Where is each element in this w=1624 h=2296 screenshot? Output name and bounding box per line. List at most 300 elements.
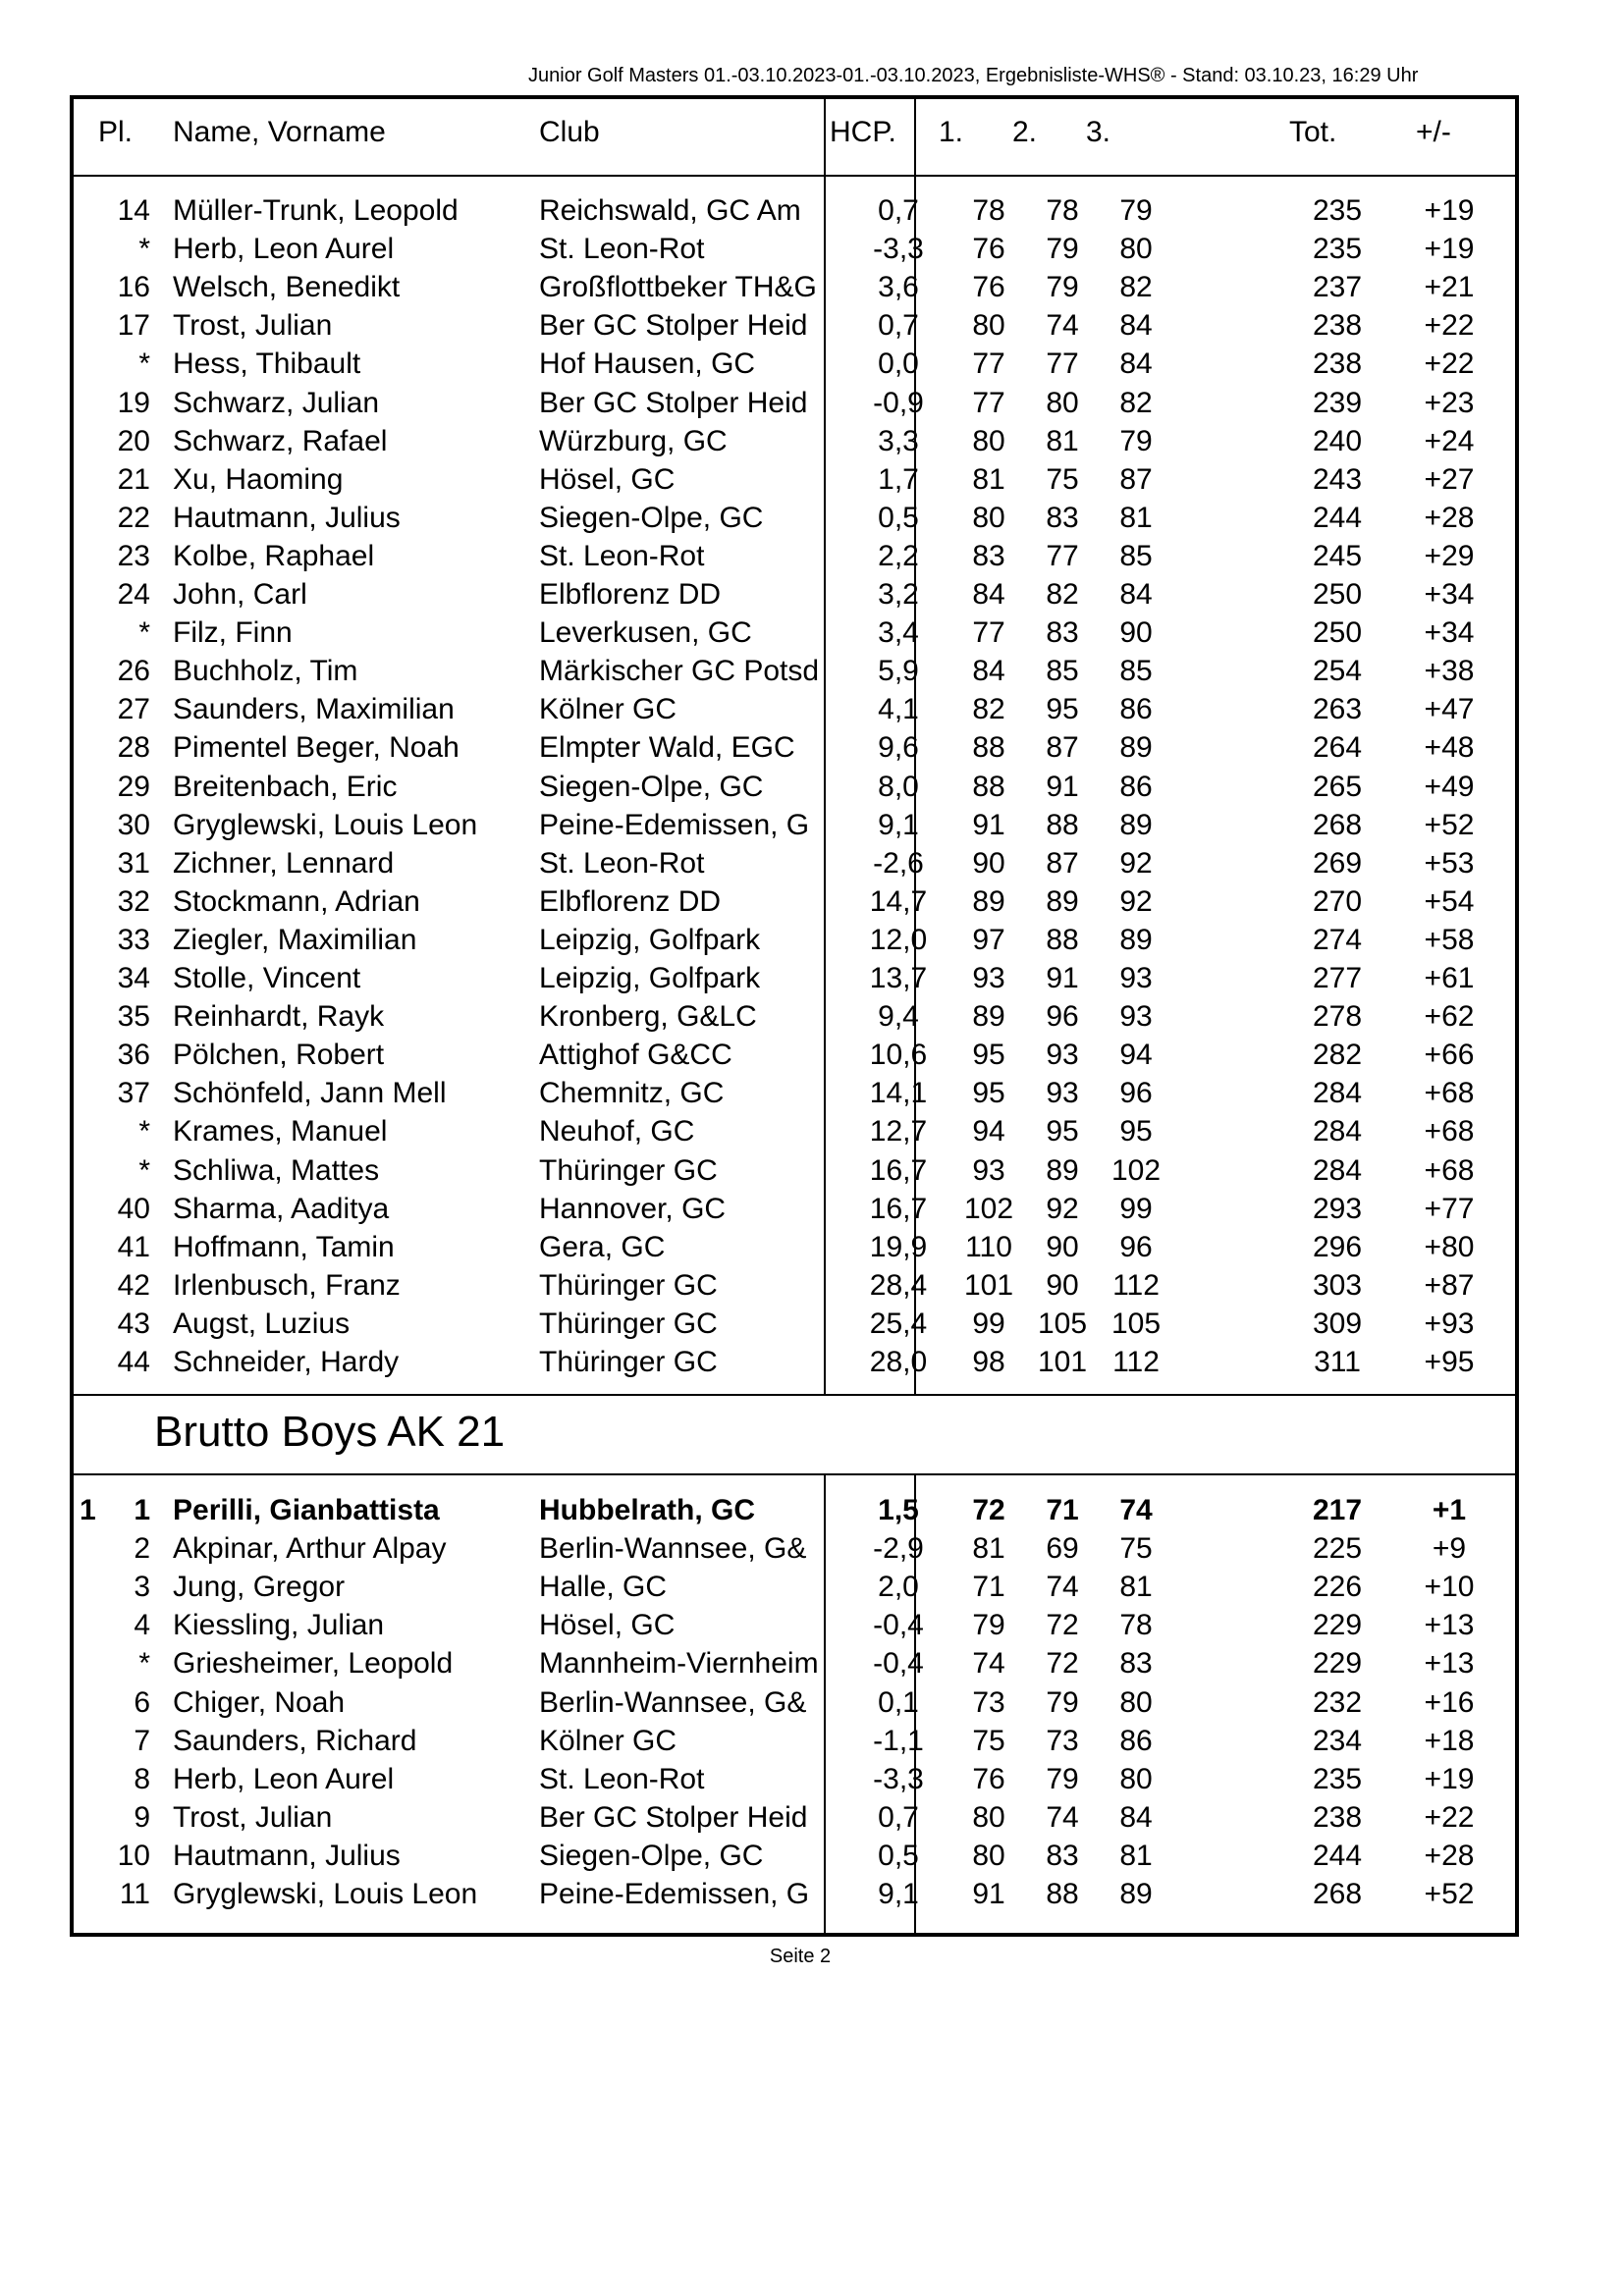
cell-round-2: 77 xyxy=(1046,347,1079,381)
cell-place: 35 xyxy=(117,1000,150,1034)
cell-total: 244 xyxy=(1312,1839,1363,1872)
cell-hcp: -0,9 xyxy=(873,386,924,419)
cell-round-1: 89 xyxy=(972,884,1005,918)
cell-name: John, Carl xyxy=(173,578,307,611)
cell-round-1: 93 xyxy=(972,1153,1005,1187)
cell-round-1: 72 xyxy=(972,1494,1005,1526)
cell-round-1: 80 xyxy=(972,424,1005,457)
cell-total: 270 xyxy=(1312,884,1363,918)
cell-round-3: 82 xyxy=(1119,271,1153,304)
cell-round-2: 72 xyxy=(1046,1609,1079,1642)
cell-hcp: 14,1 xyxy=(869,1077,928,1110)
cell-diff: +47 xyxy=(1424,693,1475,726)
cell-round-2: 83 xyxy=(1046,1839,1079,1872)
cell-place: 6 xyxy=(134,1685,150,1719)
cell-name: Müller-Trunk, Leopold xyxy=(173,194,459,227)
cell-round-2: 91 xyxy=(1046,770,1079,803)
cell-club: Hof Hausen, GC xyxy=(539,347,756,381)
cell-place: 19 xyxy=(117,386,150,419)
cell-hcp: -0,4 xyxy=(873,1647,924,1681)
cell-round-3: 84 xyxy=(1119,309,1153,343)
cell-round-2: 83 xyxy=(1046,616,1079,650)
cell-club: Würzburg, GC xyxy=(539,424,728,457)
cell-place: 11 xyxy=(119,1878,150,1910)
cell-total: 309 xyxy=(1312,1307,1363,1340)
cell-round-3: 79 xyxy=(1119,194,1153,227)
cell-round-1: 80 xyxy=(972,1839,1005,1872)
cell-name: Herb, Leon Aurel xyxy=(173,1762,395,1795)
cell-place: 30 xyxy=(117,808,150,841)
cell-total: 265 xyxy=(1312,770,1363,803)
cell-round-3: 81 xyxy=(1119,1839,1153,1872)
cell-diff: +93 xyxy=(1424,1307,1475,1340)
cell-place: 21 xyxy=(117,462,150,496)
cell-round-3: 78 xyxy=(1119,1609,1153,1642)
cell-diff: +49 xyxy=(1424,770,1475,803)
cell-name: Jung, Gregor xyxy=(173,1571,346,1604)
cell-total: 284 xyxy=(1312,1115,1363,1148)
cell-name: Saunders, Maximilian xyxy=(173,693,455,726)
cell-hcp: 0,0 xyxy=(878,347,919,381)
cell-total: 238 xyxy=(1312,347,1363,381)
cell-name: Pölchen, Robert xyxy=(173,1039,385,1072)
cell-diff: +10 xyxy=(1424,1571,1475,1604)
cell-place: 20 xyxy=(117,424,150,457)
cell-total: 250 xyxy=(1312,578,1363,611)
cell-round-3: 89 xyxy=(1119,731,1153,765)
cell-round-2: 79 xyxy=(1046,1685,1079,1719)
cell-club: Hubbelrath, GC xyxy=(539,1494,756,1526)
cell-place: 42 xyxy=(117,1268,150,1302)
cell-club: St. Leon-Rot xyxy=(539,233,705,266)
cell-hcp: 25,4 xyxy=(869,1307,928,1340)
cell-place: 43 xyxy=(117,1307,150,1340)
cell-hcp: -3,3 xyxy=(873,1762,924,1795)
cell-hcp: 5,9 xyxy=(878,655,919,688)
cell-round-2: 90 xyxy=(1046,1268,1079,1302)
cell-name: Kolbe, Raphael xyxy=(173,539,375,572)
cell-round-2: 105 xyxy=(1037,1307,1088,1340)
cell-place: 27 xyxy=(117,693,150,726)
cell-total: 243 xyxy=(1312,462,1363,496)
column-header-round-3: 3. xyxy=(1086,116,1111,148)
cell-name: Chiger, Noah xyxy=(173,1685,346,1719)
cell-name: Akpinar, Arthur Alpay xyxy=(173,1532,447,1566)
cell-round-3: 112 xyxy=(1112,1346,1160,1378)
cell-total: 217 xyxy=(1312,1494,1363,1526)
cell-round-1: 95 xyxy=(972,1077,1005,1110)
cell-place: 33 xyxy=(117,923,150,956)
cell-round-2: 74 xyxy=(1046,309,1079,343)
cell-hcp: 3,3 xyxy=(878,424,919,457)
cell-round-1: 77 xyxy=(972,347,1005,381)
cell-round-1: 98 xyxy=(972,1346,1005,1378)
cell-round-3: 87 xyxy=(1119,462,1153,496)
cell-round-2: 88 xyxy=(1046,808,1079,841)
cell-club: Kölner GC xyxy=(539,1724,677,1757)
cell-round-1: 84 xyxy=(972,578,1005,611)
cell-club: Märkischer GC Potsd xyxy=(539,655,820,688)
cell-hcp: 16,7 xyxy=(869,1192,928,1225)
cell-total: 274 xyxy=(1312,923,1363,956)
cell-club: Leipzig, Golfpark xyxy=(539,962,761,994)
cell-hcp: 0,7 xyxy=(878,1800,919,1834)
cell-round-3: 79 xyxy=(1119,424,1153,457)
cell-total: 277 xyxy=(1312,962,1363,994)
cell-diff: +23 xyxy=(1424,386,1475,419)
column-header-pl: Pl. xyxy=(98,116,134,148)
cell-total: 234 xyxy=(1312,1724,1363,1757)
cell-round-3: 86 xyxy=(1119,770,1153,803)
cell-round-1: 80 xyxy=(972,309,1005,343)
cell-hcp: 0,1 xyxy=(878,1685,919,1719)
cell-round-2: 74 xyxy=(1046,1800,1079,1834)
cell-round-2: 79 xyxy=(1046,1762,1079,1795)
cell-diff: +13 xyxy=(1424,1647,1475,1681)
cell-round-1: 71 xyxy=(972,1571,1005,1604)
cell-name: Gryglewski, Louis Leon xyxy=(173,1878,478,1910)
cell-round-1: 75 xyxy=(972,1724,1005,1757)
cell-name: Buchholz, Tim xyxy=(173,655,358,688)
cell-place: * xyxy=(138,1115,150,1148)
cell-hcp: 2,0 xyxy=(878,1571,919,1604)
cell-place: 41 xyxy=(117,1230,150,1263)
cell-round-2: 89 xyxy=(1046,1153,1079,1187)
cell-club: Leverkusen, GC xyxy=(539,616,752,650)
column-header-round-1: 1. xyxy=(939,116,964,148)
cell-club: Kölner GC xyxy=(539,693,677,726)
cell-round-1: 76 xyxy=(972,233,1005,266)
cell-club: Neuhof, GC xyxy=(539,1115,695,1148)
cell-diff: +34 xyxy=(1424,616,1475,650)
cell-total: 250 xyxy=(1312,616,1363,650)
cell-name: Trost, Julian xyxy=(173,309,333,343)
cell-name: Breitenbach, Eric xyxy=(173,770,398,803)
cell-total: 296 xyxy=(1312,1230,1363,1263)
section-separator-bottom xyxy=(74,1473,1515,1475)
cell-diff: +28 xyxy=(1424,1839,1475,1872)
cell-place: 44 xyxy=(117,1346,150,1378)
cell-round-1: 110 xyxy=(965,1230,1012,1263)
cell-round-2: 83 xyxy=(1046,501,1079,534)
cell-round-2: 75 xyxy=(1046,462,1079,496)
cell-name: Schwarz, Julian xyxy=(173,386,380,419)
cell-place: 34 xyxy=(117,962,150,994)
cell-round-2: 85 xyxy=(1046,655,1079,688)
cell-round-1: 77 xyxy=(972,616,1005,650)
column-header-total: Tot. xyxy=(1289,116,1337,148)
cell-round-2: 91 xyxy=(1046,962,1079,994)
cell-round-2: 87 xyxy=(1046,846,1079,880)
cell-total: 237 xyxy=(1312,271,1363,304)
cell-total: 229 xyxy=(1312,1609,1363,1642)
cell-name: Pimentel Beger, Noah xyxy=(173,731,460,765)
cell-name: Welsch, Benedikt xyxy=(173,271,401,304)
cell-club: Thüringer GC xyxy=(539,1153,718,1187)
cell-round-3: 90 xyxy=(1119,616,1153,650)
cell-club: Siegen-Olpe, GC xyxy=(539,501,764,534)
column-header-name: Name, Vorname xyxy=(173,116,386,148)
cell-round-1: 84 xyxy=(972,655,1005,688)
cell-round-2: 79 xyxy=(1046,233,1079,266)
cell-diff: +66 xyxy=(1424,1039,1475,1072)
cell-round-3: 89 xyxy=(1119,1878,1153,1910)
cell-club: Hösel, GC xyxy=(539,1609,676,1642)
cell-total: 229 xyxy=(1312,1647,1363,1681)
cell-name: Schneider, Hardy xyxy=(173,1346,400,1378)
cell-total: 293 xyxy=(1312,1192,1363,1225)
cell-hcp: 28,0 xyxy=(869,1346,928,1378)
cell-diff: +18 xyxy=(1424,1724,1475,1757)
cell-total: 232 xyxy=(1312,1685,1363,1719)
section-separator-top xyxy=(74,1394,1515,1396)
cell-hcp: 4,1 xyxy=(878,693,919,726)
cell-place: 9 xyxy=(134,1800,150,1834)
cell-round-1: 101 xyxy=(963,1268,1014,1302)
cell-round-2: 88 xyxy=(1046,923,1079,956)
cell-diff: +27 xyxy=(1424,462,1475,496)
cell-round-3: 75 xyxy=(1119,1532,1153,1566)
section-title: Brutto Boys AK 21 xyxy=(154,1408,506,1456)
column-header-hcp: HCP. xyxy=(830,116,896,148)
cell-round-3: 96 xyxy=(1119,1230,1153,1263)
cell-club: Attighof G&CC xyxy=(539,1039,732,1072)
cell-club: Thüringer GC xyxy=(539,1346,718,1378)
cell-round-1: 76 xyxy=(972,271,1005,304)
cell-name: Hoffmann, Tamin xyxy=(173,1230,395,1263)
cell-total: 254 xyxy=(1312,655,1363,688)
cell-hcp: 13,7 xyxy=(869,962,928,994)
cell-round-3: 85 xyxy=(1119,539,1153,572)
cell-total: 225 xyxy=(1312,1532,1363,1566)
cell-diff: +34 xyxy=(1424,578,1475,611)
cell-name: Krames, Manuel xyxy=(173,1115,388,1148)
cell-round-2: 73 xyxy=(1046,1724,1079,1757)
cell-hcp: 3,2 xyxy=(878,578,919,611)
cell-round-1: 73 xyxy=(972,1685,1005,1719)
cell-round-2: 88 xyxy=(1046,1878,1079,1910)
cell-total: 235 xyxy=(1312,1762,1363,1795)
cell-hcp: 9,1 xyxy=(878,1878,919,1910)
cell-place: 24 xyxy=(117,578,150,611)
cell-round-1: 91 xyxy=(972,1878,1005,1910)
cell-diff: +16 xyxy=(1424,1685,1475,1719)
cell-hcp: 0,7 xyxy=(878,194,919,227)
cell-hcp: 9,4 xyxy=(878,1000,919,1034)
cell-diff: +13 xyxy=(1424,1609,1475,1642)
cell-round-1: 74 xyxy=(972,1647,1005,1681)
cell-round-3: 93 xyxy=(1119,962,1153,994)
cell-total: 284 xyxy=(1312,1153,1363,1187)
cell-name: Herb, Leon Aurel xyxy=(173,233,395,266)
cell-place: 29 xyxy=(117,770,150,803)
cell-diff: +22 xyxy=(1424,347,1475,381)
cell-place: 26 xyxy=(117,655,150,688)
cell-club: Gera, GC xyxy=(539,1230,666,1263)
cell-diff: +21 xyxy=(1424,271,1475,304)
cell-hcp: -2,6 xyxy=(873,846,924,880)
cell-total: 239 xyxy=(1312,386,1363,419)
cell-hcp: -1,1 xyxy=(873,1724,924,1757)
cell-total: 235 xyxy=(1312,233,1363,266)
cell-club: Halle, GC xyxy=(539,1571,668,1604)
cell-diff: +22 xyxy=(1424,1800,1475,1834)
cell-club: Ber GC Stolper Heid xyxy=(539,1800,808,1834)
cell-name: Gryglewski, Louis Leon xyxy=(173,808,478,841)
cell-diff: +52 xyxy=(1424,808,1475,841)
cell-place: 22 xyxy=(117,501,150,534)
cell-round-1: 90 xyxy=(972,846,1005,880)
cell-round-3: 102 xyxy=(1110,1153,1162,1187)
cell-place: 8 xyxy=(134,1762,150,1795)
cell-round-1: 88 xyxy=(972,770,1005,803)
cell-place: 14 xyxy=(117,194,150,227)
cell-name: Hess, Thibault xyxy=(173,347,361,381)
cell-club: Elbflorenz DD xyxy=(539,884,722,918)
cell-name: Xu, Haoming xyxy=(173,462,344,496)
cell-name: Stolle, Vincent xyxy=(173,962,361,994)
cell-club: Großflottbeker TH&G xyxy=(539,271,817,304)
cell-club: Berlin-Wannsee, G& xyxy=(539,1685,807,1719)
cell-hcp: 1,5 xyxy=(878,1494,919,1526)
cell-round-2: 101 xyxy=(1037,1346,1088,1378)
cell-club: Siegen-Olpe, GC xyxy=(539,770,764,803)
cell-hcp: 0,7 xyxy=(878,309,919,343)
cell-diff: +77 xyxy=(1424,1192,1475,1225)
cell-round-3: 112 xyxy=(1112,1268,1160,1302)
cell-hcp: 0,5 xyxy=(878,1839,919,1872)
cell-round-2: 95 xyxy=(1046,693,1079,726)
cell-round-1: 76 xyxy=(972,1762,1005,1795)
cell-total: 311 xyxy=(1314,1346,1361,1378)
cell-round-2: 72 xyxy=(1046,1647,1079,1681)
cell-club: Hösel, GC xyxy=(539,462,676,496)
cell-round-3: 86 xyxy=(1119,1724,1153,1757)
cell-round-1: 80 xyxy=(972,1800,1005,1834)
cell-club: Peine-Edemissen, G xyxy=(539,1878,810,1910)
cell-total: 238 xyxy=(1312,1800,1363,1834)
cell-round-1: 102 xyxy=(963,1192,1014,1225)
cell-diff: +1 xyxy=(1432,1494,1467,1526)
cell-round-1: 99 xyxy=(972,1307,1005,1340)
cell-diff: +95 xyxy=(1424,1346,1475,1378)
cell-round-1: 77 xyxy=(972,386,1005,419)
cell-diff: +54 xyxy=(1424,884,1475,918)
cell-club: Elbflorenz DD xyxy=(539,578,722,611)
cell-name: Augst, Luzius xyxy=(173,1307,351,1340)
cell-total: 238 xyxy=(1312,309,1363,343)
cell-hcp: 2,2 xyxy=(878,539,919,572)
cell-diff: +29 xyxy=(1424,539,1475,572)
cell-round-1: 89 xyxy=(972,1000,1005,1034)
cell-round-3: 84 xyxy=(1119,1800,1153,1834)
cell-place: 31 xyxy=(117,846,150,880)
cell-club: Kronberg, G&LC xyxy=(539,1000,757,1034)
cell-hcp: 3,6 xyxy=(878,271,919,304)
cell-club: Berlin-Wannsee, G& xyxy=(539,1532,807,1566)
cell-total: 268 xyxy=(1312,1878,1363,1910)
cell-place: 2 xyxy=(134,1532,150,1566)
cell-name: Ziegler, Maximilian xyxy=(173,923,417,956)
column-header-diff: +/- xyxy=(1416,116,1451,148)
cell-total: 264 xyxy=(1312,731,1363,765)
cell-hcp: 0,5 xyxy=(878,501,919,534)
cell-round-1: 80 xyxy=(972,501,1005,534)
cell-round-1: 83 xyxy=(972,539,1005,572)
cell-round-2: 95 xyxy=(1046,1115,1079,1148)
cell-diff: +80 xyxy=(1424,1230,1475,1263)
cell-name: Stockmann, Adrian xyxy=(173,884,420,918)
page-header: Junior Golf Masters 01.-03.10.2023-01.-03.10.2023, Ergebnisliste-WHS® - Stand: 03.10.23, 16:29 Uhr xyxy=(528,65,1419,86)
cell-round-2: 96 xyxy=(1046,1000,1079,1034)
cell-diff: +68 xyxy=(1424,1115,1475,1148)
cell-total: 278 xyxy=(1312,1000,1363,1034)
cell-round-2: 69 xyxy=(1046,1532,1079,1566)
cell-round-2: 77 xyxy=(1046,539,1079,572)
cell-place: * xyxy=(138,233,150,266)
cell-round-1: 81 xyxy=(972,462,1005,496)
cell-round-3: 92 xyxy=(1119,846,1153,880)
cell-hcp: 19,9 xyxy=(869,1230,928,1263)
cell-round-3: 84 xyxy=(1119,347,1153,381)
cell-total: 263 xyxy=(1312,693,1363,726)
cell-name: Hautmann, Julius xyxy=(173,501,401,534)
cell-club: Ber GC Stolper Heid xyxy=(539,386,808,419)
cell-place: 17 xyxy=(117,309,150,343)
cell-diff: +9 xyxy=(1432,1532,1467,1566)
cell-round-2: 74 xyxy=(1046,1571,1079,1604)
cell-place: 32 xyxy=(117,884,150,918)
cell-total: 235 xyxy=(1312,194,1363,227)
cell-round-3: 80 xyxy=(1119,1685,1153,1719)
cell-name: Griesheimer, Leopold xyxy=(173,1647,454,1681)
cell-round-1: 94 xyxy=(972,1115,1005,1148)
cell-club: Leipzig, Golfpark xyxy=(539,923,761,956)
cell-round-3: 85 xyxy=(1119,655,1153,688)
cell-diff: +53 xyxy=(1424,846,1475,880)
cell-diff: +52 xyxy=(1424,1878,1475,1910)
results-table xyxy=(70,95,1519,1937)
cell-round-3: 99 xyxy=(1119,1192,1153,1225)
section-rank-marker: 1 xyxy=(80,1494,96,1526)
cell-club: Thüringer GC xyxy=(539,1307,718,1340)
cell-diff: +19 xyxy=(1424,194,1475,227)
cell-round-3: 94 xyxy=(1119,1039,1153,1072)
cell-round-3: 81 xyxy=(1119,1571,1153,1604)
cell-diff: +62 xyxy=(1424,1000,1475,1034)
cell-place: 23 xyxy=(117,539,150,572)
cell-place: 40 xyxy=(117,1192,150,1225)
cell-round-3: 82 xyxy=(1119,386,1153,419)
cell-place: 10 xyxy=(117,1839,150,1872)
cell-round-3: 89 xyxy=(1119,923,1153,956)
cell-name: Zichner, Lennard xyxy=(173,846,395,880)
cell-diff: +61 xyxy=(1424,962,1475,994)
cell-round-1: 78 xyxy=(972,194,1005,227)
cell-diff: +87 xyxy=(1424,1268,1475,1302)
cell-total: 282 xyxy=(1312,1039,1363,1072)
cell-round-2: 93 xyxy=(1046,1077,1079,1110)
cell-round-3: 74 xyxy=(1119,1494,1153,1526)
cell-total: 268 xyxy=(1312,808,1363,841)
cell-round-2: 90 xyxy=(1046,1230,1079,1263)
cell-diff: +38 xyxy=(1424,655,1475,688)
cell-name: Saunders, Richard xyxy=(173,1724,417,1757)
column-header-club: Club xyxy=(539,116,600,148)
cell-name: Schönfeld, Jann Mell xyxy=(173,1077,447,1110)
cell-round-1: 97 xyxy=(972,923,1005,956)
cell-round-2: 92 xyxy=(1046,1192,1079,1225)
